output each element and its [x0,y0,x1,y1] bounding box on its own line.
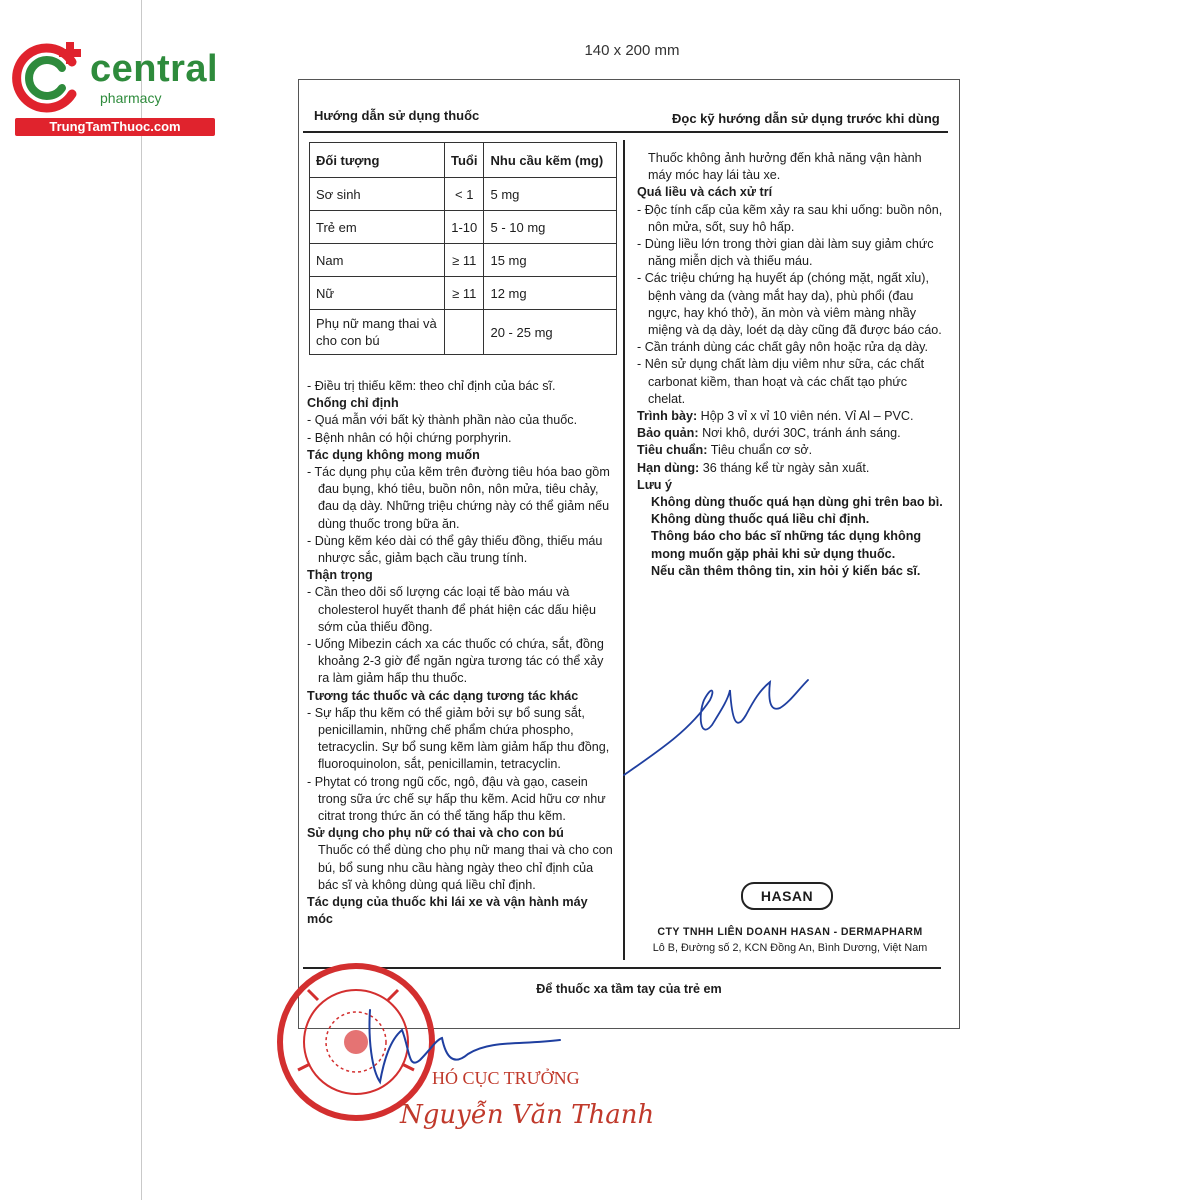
caution-title: Thận trọng [307,568,373,583]
list-item: - Phytat có trong ngũ cốc, ngô, đậu và gạo, casein trong sữa ức chế sự hấp thu kẽm. Acid hữu cơ như citrat trong thức ăn có thể tăng hấp thu kẽm. [307,774,606,824]
table-row [310,211,617,244]
note-item: Thông báo cho bác sĩ những tác dụng không mong muốn gặp phải khi sử dụng thuốc. [651,529,922,561]
header-rule [303,131,948,133]
table-row [310,178,617,211]
list-item: - Uống Mibezin cách xa các thuốc có chứa, sắt, đồng khoảng 2-3 giờ để ngăn ngừa tương tác có thể xảy ra làm giảm hấp thu thuốc. [307,637,604,686]
company-name: CTY TNHH LIÊN DOANH HASAN - DERMAPHARM [657,926,923,938]
table-cell: Sơ sinh [310,178,445,211]
signature-mark [620,660,820,790]
note-item: Nếu cần thêm thông tin, xin hỏi ý kiến bác sĩ. [651,563,921,578]
page-size-label: 140 x 200 mm [584,42,680,59]
driving-text: Thuốc không ảnh hưởng đến khả năng vận hành máy móc hay lái tàu xe. [648,151,922,183]
storage-line [637,425,947,442]
treatment-text: - Điều trị thiếu kẽm: theo chỉ định của bác sĩ. [307,379,556,393]
page-divider [141,0,142,1200]
logo-brand-text: central [90,48,219,90]
presentation-label: Trình bày: [637,409,698,424]
standard-value: Tiêu chuẩn cơ sở. [707,443,813,458]
leaflet-header-right: Đọc kỹ hướng dẫn sử dụng trước khi dùng [672,111,940,126]
table-row [310,277,617,310]
table-header: Tuổi [445,143,484,178]
presentation-line [637,408,947,425]
driving-title: Tác dụng của thuốc khi lái xe và vận hành máy móc [307,895,588,927]
hasan-logo: HASAN [741,882,833,910]
stamp-title: HÓ CỤC TRƯỞNG [432,1068,580,1088]
table-cell: < 1 [445,178,484,211]
expiry-line [637,460,947,477]
list-item: - Bệnh nhân có hội chứng porphyrin. [307,430,512,445]
contra-title: Chống chỉ định [307,396,399,411]
company-address: Lô B, Đường số 2, KCN Đồng An, Bình Dương, Việt Nam [652,942,928,954]
table-row [310,310,617,355]
expiry-value: 36 tháng kể từ ngày sản xuất. [699,460,870,475]
table-cell: 15 mg [484,244,617,277]
list-item: - Quá mẫn với bất kỳ thành phần nào của thuốc. [307,413,578,428]
table-cell: 12 mg [484,277,617,310]
list-item: - Độc tính cấp của kẽm xảy ra sau khi uống: buồn nôn, nôn mửa, sốt, suy hô hấp. [637,202,943,234]
table-cell: ≥ 11 [445,277,484,310]
table-cell: 20 - 25 mg [484,310,617,355]
table-cell: ≥ 11 [445,244,484,277]
standard-line [637,442,947,459]
child-safety-note: Để thuốc xa tầm tay của trẻ em [536,982,722,996]
storage-label: Bảo quản: [637,426,699,441]
list-item: - Các triệu chứng hạ huyết áp (chóng mặt, ngất xỉu), bệnh vàng da (vàng mắt hay da), phù phổi (đau ngực, hay khó thở), ăn mòn và viêm màng nhầy miệng và dạ dày, loét dạ dày cũng đã được báo cáo. [637,271,942,338]
table-header: Nhu cầu kẽm (mg) [484,143,617,178]
note-item: Không dùng thuốc quá hạn dùng ghi trên bao bì. [651,495,943,510]
right-column [637,150,947,580]
table-cell: 5 - 10 mg [484,211,617,244]
list-item: - Nên sử dụng chất làm dịu viêm như sữa, các chất carbonat kiềm, than hoạt và các chất tạo phức chelat. [637,357,925,406]
table-row [310,244,617,277]
standard-label: Tiêu chuẩn: [637,443,708,458]
presentation-value: Hộp 3 vỉ x vỉ 10 viên nén. Vỉ Al – PVC. [697,409,914,424]
pregnancy-text: Thuốc có thể dùng cho phụ nữ mang thai và cho con bú, bổ sung nhu cầu hàng ngày theo chỉ định của bác sĩ và không dùng quá liều chỉ định. [318,843,613,892]
leaflet-header-left: Hướng dẫn sử dụng thuốc [314,108,480,123]
interaction-title: Tương tác thuốc và các dạng tương tác khác [307,688,579,703]
table-cell [445,310,484,355]
left-column [307,378,613,929]
list-item: - Cần theo dõi số lượng các loại tế bào máu và cholesterol huyết thanh để phát hiện các dấu hiệu sớm của thiếu đồng. [307,585,596,634]
note-item: Không dùng thuốc quá liều chỉ định. [651,512,870,527]
overdose-title: Quá liều và cách xử trí [637,185,773,200]
table-header: Đối tượng [310,143,445,178]
dose-table [309,142,617,355]
logo-url: TrungTamThuoc.com [15,118,215,136]
table-cell: 5 mg [484,178,617,211]
table-cell: Phụ nữ mang thai và cho con bú [310,310,445,355]
list-item: - Tác dụng phụ của kẽm trên đường tiêu hóa bao gồm đau bụng, khó tiêu, buồn nôn, nôn mửa, tiêu chảy, đau dạ dày. Những triệu chứng này có thể giảm nếu dùng thuốc trong bữa ăn. [307,465,610,531]
table-cell: Nữ [310,277,445,310]
table-cell: 1-10 [445,211,484,244]
expiry-label: Hạn dùng: [637,460,700,475]
pregnancy-title: Sử dụng cho phụ nữ có thai và cho con bú [307,826,564,841]
list-item: - Sự hấp thu kẽm có thể giảm bởi sự bổ sung sắt, penicillamin, những chế phẩm chứa phospho, tetracyclin. Sự bổ sung kẽm làm giảm hấp thu đồng, fluoroquinolon, sắt, penicillamin, tetracyclin. [307,705,610,772]
note-title: Lưu ý [637,477,673,492]
stamp-signatory-name: Nguyễn Văn Thanh [400,1100,655,1130]
table-header-row [310,143,617,178]
storage-value: Nơi khô, dưới 30C, tránh ánh sáng. [698,426,901,441]
adverse-title: Tác dụng không mong muốn [307,447,480,462]
list-item: - Dùng kẽm kéo dài có thể gây thiếu đồng, thiếu máu nhược sắc, giảm bạch cầu trung tính. [307,533,603,566]
table-cell: Trẻ em [310,211,445,244]
column-rule [623,140,625,960]
list-item: - Dùng liều lớn trong thời gian dài làm suy giảm chức năng miễn dịch và thiếu máu. [637,237,934,269]
logo-sub-text: pharmacy [100,90,162,106]
table-cell: Nam [310,244,445,277]
list-item: - Cần tránh dùng các chất gây nôn hoặc rửa dạ dày. [637,340,929,355]
